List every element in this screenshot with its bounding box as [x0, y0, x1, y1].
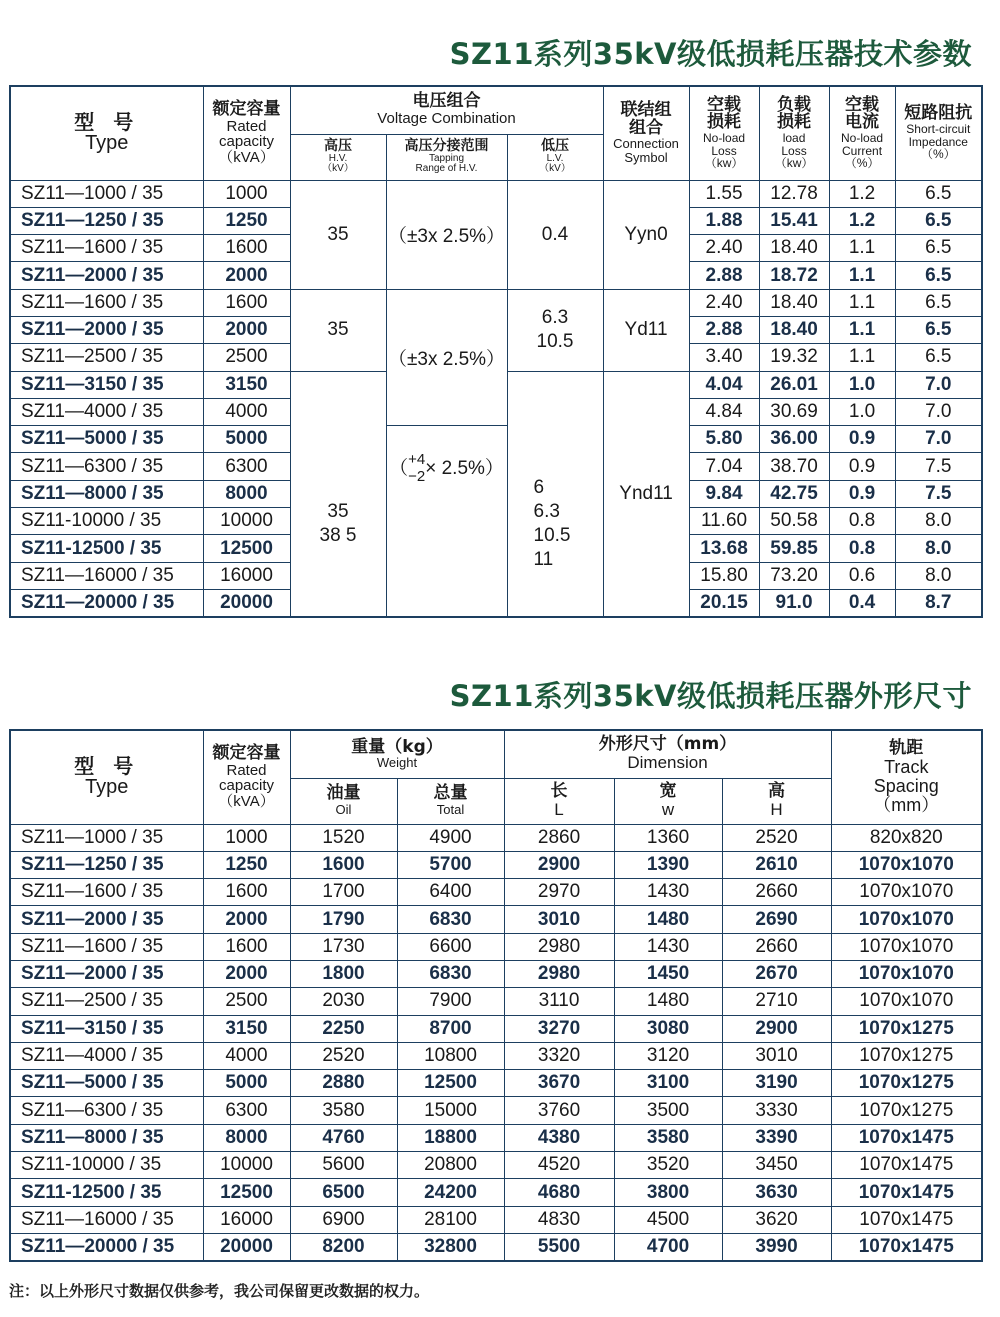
- cell-no-load-current: 1.0: [829, 398, 895, 425]
- cell-capacity: 12500: [203, 535, 290, 562]
- lv-value: 6.3: [533, 500, 560, 522]
- cell-no-load-loss: 15.80: [689, 562, 759, 589]
- cell-impedance: 8.7: [895, 589, 982, 617]
- cell-capacity: 20000: [203, 589, 290, 617]
- cell-impedance: 6.5: [895, 316, 982, 343]
- cell-total: 5700: [397, 851, 504, 878]
- cell-width: 1390: [614, 851, 722, 878]
- cell-capacity: 3150: [203, 1015, 290, 1042]
- cell-no-load-current: 0.9: [829, 426, 895, 453]
- cell-type: SZ11—8000 / 35: [10, 1124, 203, 1151]
- cell-height: 3010: [722, 1042, 831, 1069]
- cell-no-load-loss: 2.88: [689, 262, 759, 289]
- cell-oil: 1600: [290, 851, 397, 878]
- cell-total: 10800: [397, 1042, 504, 1069]
- header-dimension: 外形尺寸（mm） Dimension: [504, 730, 831, 778]
- cell-impedance: 7.0: [895, 426, 982, 453]
- lv-value: 11: [533, 548, 554, 570]
- cell-length: 4680: [504, 1179, 614, 1206]
- cell-type: SZ11—2500 / 35: [10, 988, 203, 1015]
- header-no-load-current: 空载 电流 No-load Current （%）: [829, 86, 895, 180]
- cell-width: 3520: [614, 1152, 722, 1179]
- header-height: 高 H: [722, 778, 831, 824]
- cell-capacity: 8000: [203, 480, 290, 507]
- table-row: [10, 851, 982, 878]
- table-row: [10, 1070, 982, 1097]
- cell-impedance: 7.5: [895, 480, 982, 507]
- cell-impedance: 7.5: [895, 453, 982, 480]
- cell-capacity: 1000: [203, 180, 290, 207]
- cell-capacity: 8000: [203, 1124, 290, 1151]
- cell-height: 3450: [722, 1152, 831, 1179]
- header-rated-capacity: 额定容量 Rated capacity （kVA）: [203, 86, 290, 180]
- cell-oil: 1730: [290, 933, 397, 960]
- table-row: [10, 1097, 982, 1124]
- cell-no-load-current: 1.1: [829, 262, 895, 289]
- cell-width: 3100: [614, 1070, 722, 1097]
- cell-type: SZ11—1000 / 35: [10, 824, 203, 851]
- cell-height: 3190: [722, 1070, 831, 1097]
- cell-type: SZ11-12500 / 35: [10, 535, 203, 562]
- cell-no-load-loss: 1.55: [689, 180, 759, 207]
- cell-lv: 0.4: [507, 180, 603, 289]
- cell-width: 1480: [614, 988, 722, 1015]
- cell-impedance: 8.0: [895, 535, 982, 562]
- header-tapping-range: 高压分接范围 Tapping Range of H.V.: [386, 134, 507, 180]
- cell-length: 3670: [504, 1070, 614, 1097]
- cell-no-load-loss: 13.68: [689, 535, 759, 562]
- cell-no-load-current: 1.2: [829, 207, 895, 234]
- cell-track-spacing: 1070x1070: [831, 960, 982, 987]
- cell-track-spacing: 1070x1475: [831, 1233, 982, 1261]
- cell-capacity: 16000: [203, 1206, 290, 1233]
- cell-total: 12500: [397, 1070, 504, 1097]
- table-row: [10, 988, 982, 1015]
- cell-capacity: 4000: [203, 1042, 290, 1069]
- cell-type: SZ11—2000 / 35: [10, 262, 203, 289]
- cell-no-load-loss: 3.40: [689, 344, 759, 371]
- cell-width: 3120: [614, 1042, 722, 1069]
- cell-capacity: 16000: [203, 562, 290, 589]
- cell-no-load-loss: 4.84: [689, 398, 759, 425]
- cell-track-spacing: 1070x1275: [831, 1070, 982, 1097]
- cell-length: 3270: [504, 1015, 614, 1042]
- cell-track-spacing: 1070x1475: [831, 1152, 982, 1179]
- cell-total: 6830: [397, 906, 504, 933]
- cell-length: 3760: [504, 1097, 614, 1124]
- lv-value: 10.5: [533, 524, 571, 546]
- cell-impedance: 7.0: [895, 398, 982, 425]
- table-row: [10, 1015, 982, 1042]
- table-row: [10, 1233, 982, 1261]
- cell-type: SZ11—3150 / 35: [10, 371, 203, 398]
- cell-length: 2900: [504, 851, 614, 878]
- cell-impedance: 6.5: [895, 344, 982, 371]
- cell-no-load-current: 1.1: [829, 235, 895, 262]
- cell-total: 6600: [397, 933, 504, 960]
- cell-no-load-current: 1.1: [829, 316, 895, 343]
- cell-load-loss: 26.01: [759, 371, 829, 398]
- cell-length: 2980: [504, 960, 614, 987]
- table-row: [10, 933, 982, 960]
- cell-width: 1430: [614, 879, 722, 906]
- cell-type: SZ11—1600 / 35: [10, 235, 203, 262]
- cell-impedance: 6.5: [895, 207, 982, 234]
- cell-type: SZ11—2000 / 35: [10, 906, 203, 933]
- cell-type: SZ11-10000 / 35: [10, 508, 203, 535]
- table-row: [10, 426, 982, 453]
- cell-no-load-loss: 2.40: [689, 289, 759, 316]
- cell-height: 2670: [722, 960, 831, 987]
- cell-oil: 1700: [290, 879, 397, 906]
- cell-track-spacing: 1070x1070: [831, 988, 982, 1015]
- cell-capacity: 10000: [203, 1152, 290, 1179]
- table-row: [10, 879, 982, 906]
- cell-type: SZ11—6300 / 35: [10, 453, 203, 480]
- cell-oil: 2030: [290, 988, 397, 1015]
- table-row: [10, 1042, 982, 1069]
- cell-no-load-loss: 4.04: [689, 371, 759, 398]
- tapping-expression: [389, 451, 504, 485]
- cell-oil: 3580: [290, 1097, 397, 1124]
- cell-no-load-loss: 11.60: [689, 508, 759, 535]
- cell-no-load-current: 0.4: [829, 589, 895, 617]
- cell-length: 5500: [504, 1233, 614, 1261]
- cell-capacity: 1250: [203, 851, 290, 878]
- cell-length: 2980: [504, 933, 614, 960]
- cell-width: 3080: [614, 1015, 722, 1042]
- cell-type: SZ11—16000 / 35: [10, 562, 203, 589]
- cell-load-loss: 18.40: [759, 316, 829, 343]
- cell-load-loss: 18.40: [759, 289, 829, 316]
- cell-capacity: 6300: [203, 453, 290, 480]
- table1-title: SZ11系列35kV级低损耗压器技术参数: [449, 37, 972, 71]
- header-lv: 低压 L.V. （kV）: [507, 134, 603, 180]
- cell-no-load-current: 0.9: [829, 480, 895, 507]
- cell-impedance: 8.0: [895, 562, 982, 589]
- cell-load-loss: 19.32: [759, 344, 829, 371]
- cell-length: 2970: [504, 879, 614, 906]
- cell-height: 2690: [722, 906, 831, 933]
- cell-total: 20800: [397, 1152, 504, 1179]
- cell-no-load-loss: 1.88: [689, 207, 759, 234]
- cell-type: SZ11—1000 / 35: [10, 180, 203, 207]
- cell-no-load-loss: 2.88: [689, 316, 759, 343]
- cell-load-loss: 36.00: [759, 426, 829, 453]
- cell-oil: 6900: [290, 1206, 397, 1233]
- cell-tapping: （±3x 2.5%）: [386, 289, 507, 425]
- cell-capacity: 2500: [203, 344, 290, 371]
- cell-total: 32800: [397, 1233, 504, 1261]
- cell-track-spacing: 1070x1275: [831, 1042, 982, 1069]
- table-row: [10, 289, 982, 316]
- cell-no-load-loss: 2.40: [689, 235, 759, 262]
- header-track-spacing: 轨距 Track Spacing （mm）: [831, 730, 982, 824]
- cell-total: 6830: [397, 960, 504, 987]
- cell-width: 1430: [614, 933, 722, 960]
- cell-track-spacing: 1070x1070: [831, 879, 982, 906]
- cell-track-spacing: 1070x1475: [831, 1124, 982, 1151]
- cell-load-loss: 50.58: [759, 508, 829, 535]
- hv-value: 38 5: [319, 524, 357, 546]
- cell-no-load-current: 0.8: [829, 535, 895, 562]
- cell-connection: Yyn0: [603, 180, 689, 289]
- cell-oil: 2880: [290, 1070, 397, 1097]
- cell-oil: 1790: [290, 906, 397, 933]
- cell-length: 3320: [504, 1042, 614, 1069]
- cell-load-loss: 91.0: [759, 589, 829, 617]
- lv-value: 6: [533, 476, 545, 498]
- header-width: 宽 w: [614, 778, 722, 824]
- cell-length: 2860: [504, 824, 614, 851]
- cell-tapping: [386, 426, 507, 618]
- cell-oil: 2520: [290, 1042, 397, 1069]
- cell-capacity: 20000: [203, 1233, 290, 1261]
- cell-load-loss: 38.70: [759, 453, 829, 480]
- table-row: [10, 906, 982, 933]
- cell-type: SZ11—2500 / 35: [10, 344, 203, 371]
- cell-type: SZ11-12500 / 35: [10, 1179, 203, 1206]
- cell-oil: 1800: [290, 960, 397, 987]
- cell-track-spacing: 1070x1070: [831, 851, 982, 878]
- cell-length: 3010: [504, 906, 614, 933]
- cell-total: 18800: [397, 1124, 504, 1151]
- cell-type: SZ11—6300 / 35: [10, 1097, 203, 1124]
- cell-width: 1360: [614, 824, 722, 851]
- header-load-loss: 负载 损耗 load Loss （kw）: [759, 86, 829, 180]
- table-row: [10, 1124, 982, 1151]
- cell-capacity: 1600: [203, 933, 290, 960]
- cell-capacity: 1250: [203, 207, 290, 234]
- cell-capacity: 3150: [203, 371, 290, 398]
- cell-capacity: 5000: [203, 426, 290, 453]
- cell-impedance: 6.5: [895, 262, 982, 289]
- cell-total: 24200: [397, 1179, 504, 1206]
- cell-no-load-current: 1.2: [829, 180, 895, 207]
- cell-length: 4520: [504, 1152, 614, 1179]
- cell-no-load-loss: 9.84: [689, 480, 759, 507]
- table-row: [10, 1152, 982, 1179]
- cell-capacity: 1600: [203, 879, 290, 906]
- cell-width: 4700: [614, 1233, 722, 1261]
- cell-capacity: 2500: [203, 988, 290, 1015]
- cell-capacity: 5000: [203, 1070, 290, 1097]
- cell-no-load-current: 1.1: [829, 289, 895, 316]
- cell-load-loss: 42.75: [759, 480, 829, 507]
- cell-width: 1450: [614, 960, 722, 987]
- cell-length: 4830: [504, 1206, 614, 1233]
- cell-capacity: 4000: [203, 398, 290, 425]
- table-row: [10, 180, 982, 207]
- cell-height: 3990: [722, 1233, 831, 1261]
- header-weight: 重量（kg） Weight: [290, 730, 504, 778]
- cell-capacity: 1600: [203, 289, 290, 316]
- header-hv: 高压 H.V. （kV）: [290, 134, 386, 180]
- cell-height: 2610: [722, 851, 831, 878]
- cell-height: 2660: [722, 879, 831, 906]
- cell-track-spacing: 1070x1475: [831, 1206, 982, 1233]
- cell-type: SZ11—8000 / 35: [10, 480, 203, 507]
- cell-type: SZ11—16000 / 35: [10, 1206, 203, 1233]
- cell-no-load-loss: 20.15: [689, 589, 759, 617]
- cell-type: SZ11-10000 / 35: [10, 1152, 203, 1179]
- cell-no-load-current: 0.6: [829, 562, 895, 589]
- cell-track-spacing: 1070x1070: [831, 933, 982, 960]
- cell-impedance: 6.5: [895, 235, 982, 262]
- cell-capacity: 2000: [203, 262, 290, 289]
- header-length: 长 L: [504, 778, 614, 824]
- cell-capacity: 2000: [203, 316, 290, 343]
- tap-rest: × 2.5%）: [425, 457, 504, 479]
- cell-height: 2900: [722, 1015, 831, 1042]
- cell-tapping: （±3x 2.5%）: [386, 180, 507, 289]
- cell-total: 28100: [397, 1206, 504, 1233]
- cell-type: SZ11—2000 / 35: [10, 316, 203, 343]
- cell-width: 3580: [614, 1124, 722, 1151]
- cell-oil: 5600: [290, 1152, 397, 1179]
- cell-capacity: 2000: [203, 960, 290, 987]
- cell-length: 3110: [504, 988, 614, 1015]
- cell-connection: Ynd11: [603, 371, 689, 617]
- cell-impedance: 6.5: [895, 180, 982, 207]
- dimensions-table: [9, 729, 983, 1262]
- cell-capacity: 10000: [203, 508, 290, 535]
- cell-no-load-loss: 5.80: [689, 426, 759, 453]
- header-voltage-combination: 电压组合 Voltage Combination: [290, 86, 603, 134]
- cell-width: 1480: [614, 906, 722, 933]
- cell-capacity: 1600: [203, 235, 290, 262]
- table-row: [10, 1179, 982, 1206]
- cell-height: 2710: [722, 988, 831, 1015]
- cell-impedance: 7.0: [895, 371, 982, 398]
- cell-oil: 4760: [290, 1124, 397, 1151]
- cell-height: 3630: [722, 1179, 831, 1206]
- tap-plus: +4: [408, 451, 426, 469]
- cell-hv: [290, 371, 386, 617]
- cell-type: SZ11—1250 / 35: [10, 851, 203, 878]
- cell-load-loss: 18.72: [759, 262, 829, 289]
- cell-connection: Yd11: [603, 289, 689, 371]
- header-oil: 油量 Oil: [290, 778, 397, 824]
- lv-value: 6.3: [541, 307, 569, 329]
- cell-height: 2660: [722, 933, 831, 960]
- cell-track-spacing: 820x820: [831, 824, 982, 851]
- cell-no-load-loss: 7.04: [689, 453, 759, 480]
- cell-no-load-current: 0.8: [829, 508, 895, 535]
- cell-total: 6400: [397, 879, 504, 906]
- cell-capacity: 12500: [203, 1179, 290, 1206]
- cell-type: SZ11—1250 / 35: [10, 207, 203, 234]
- cell-type: SZ11—4000 / 35: [10, 398, 203, 425]
- cell-hv: 35: [290, 180, 386, 289]
- cell-type: SZ11—5000 / 35: [10, 426, 203, 453]
- header-rated-capacity: 额定容量 Rated capacity （kVA）: [203, 730, 290, 824]
- cell-type: SZ11—1600 / 35: [10, 289, 203, 316]
- cell-capacity: 2000: [203, 906, 290, 933]
- cell-type: SZ11—5000 / 35: [10, 1070, 203, 1097]
- cell-no-load-current: 1.1: [829, 344, 895, 371]
- cell-oil: 2250: [290, 1015, 397, 1042]
- header-connection-symbol: 联结组 组合 Connection Symbol: [603, 86, 689, 180]
- tap-open: （: [389, 457, 409, 479]
- cell-load-loss: 59.85: [759, 535, 829, 562]
- cell-type: SZ11—20000 / 35: [10, 1233, 203, 1261]
- header-total: 总量 Total: [397, 778, 504, 824]
- cell-type: SZ11—3150 / 35: [10, 1015, 203, 1042]
- cell-total: 4900: [397, 824, 504, 851]
- table-row: [10, 1206, 982, 1233]
- cell-type: SZ11—20000 / 35: [10, 589, 203, 617]
- cell-total: 15000: [397, 1097, 504, 1124]
- cell-width: 3800: [614, 1179, 722, 1206]
- cell-load-loss: 18.40: [759, 235, 829, 262]
- cell-lv: [507, 371, 603, 617]
- cell-total: 8700: [397, 1015, 504, 1042]
- cell-load-loss: 15.41: [759, 207, 829, 234]
- cell-track-spacing: 1070x1275: [831, 1015, 982, 1042]
- header-type: 型 号 Type: [10, 86, 203, 180]
- cell-height: 3330: [722, 1097, 831, 1124]
- cell-length: 4380: [504, 1124, 614, 1151]
- lv-value: 10.5: [536, 331, 574, 353]
- cell-load-loss: 73.20: [759, 562, 829, 589]
- cell-load-loss: 30.69: [759, 398, 829, 425]
- hv-value: 35: [327, 500, 349, 522]
- cell-lv: [507, 289, 603, 371]
- header-no-load-loss: 空载 损耗 No-load Loss （kw）: [689, 86, 759, 180]
- header-type: 型 号 Type: [10, 730, 203, 824]
- cell-track-spacing: 1070x1070: [831, 906, 982, 933]
- cell-type: SZ11—4000 / 35: [10, 1042, 203, 1069]
- cell-oil: 6500: [290, 1179, 397, 1206]
- table-row: [10, 824, 982, 851]
- cell-type: SZ11—1600 / 35: [10, 933, 203, 960]
- cell-load-loss: 12.78: [759, 180, 829, 207]
- cell-impedance: 8.0: [895, 508, 982, 535]
- cell-capacity: 1000: [203, 824, 290, 851]
- tap-minus: −2: [408, 467, 426, 485]
- cell-no-load-current: 1.0: [829, 371, 895, 398]
- cell-total: 7900: [397, 988, 504, 1015]
- cell-type: SZ11—1600 / 35: [10, 879, 203, 906]
- cell-type: SZ11—2000 / 35: [10, 960, 203, 987]
- footnote: 注：以上外形尺寸数据仅供参考，我公司保留更改数据的权力。: [9, 1282, 430, 1300]
- cell-capacity: 6300: [203, 1097, 290, 1124]
- cell-width: 4500: [614, 1206, 722, 1233]
- cell-height: 3620: [722, 1206, 831, 1233]
- tap-fraction: [408, 452, 425, 485]
- cell-track-spacing: 1070x1475: [831, 1179, 982, 1206]
- cell-track-spacing: 1070x1275: [831, 1097, 982, 1124]
- cell-no-load-current: 0.9: [829, 453, 895, 480]
- table2-title: SZ11系列35kV级低损耗压器外形尺寸: [449, 679, 972, 713]
- cell-impedance: 6.5: [895, 289, 982, 316]
- cell-oil: 8200: [290, 1233, 397, 1261]
- table-row: [10, 960, 982, 987]
- cell-width: 3500: [614, 1097, 722, 1124]
- header-short-circuit-impedance: 短路阻抗 Short-circuit Impedance （%）: [895, 86, 982, 180]
- cell-height: 3390: [722, 1124, 831, 1151]
- technical-parameters-table: [9, 85, 983, 618]
- cell-height: 2520: [722, 824, 831, 851]
- cell-hv: 35: [290, 289, 386, 371]
- cell-oil: 1520: [290, 824, 397, 851]
